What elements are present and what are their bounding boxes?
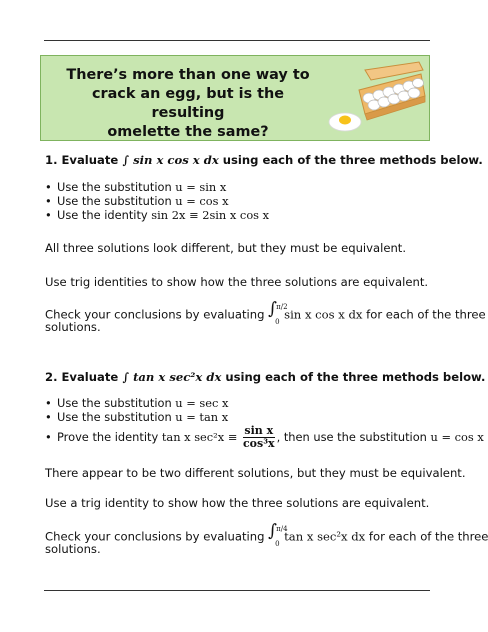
q1-check-integrand: sin x cos x dx: [284, 307, 363, 322]
q2-check-suffix: for each of the three: [368, 529, 488, 544]
q2-bullet-1: • Use the substitution u = sec x: [45, 396, 229, 410]
q1-prefix: 1. Evaluate: [45, 153, 119, 167]
q1-check-line: [45, 299, 486, 326]
q1-paragraph-2: Use trig identities to show how the three solutions are equivalent.: [45, 275, 429, 289]
bottom-rule: [44, 590, 430, 591]
egg-carton-illustration: [323, 60, 427, 138]
q2-paragraph-1: There appear to be two different solutions, but they must be equivalent.: [45, 466, 466, 480]
q1-definite-integral-sign: ∫ π/2 0: [268, 306, 282, 324]
q1-check-suffix: for each of the three: [366, 307, 486, 322]
q1-heading: [45, 153, 483, 167]
q1-bullet-3: • Use the identity sin 2x ≡ 2sin x cos x: [45, 208, 270, 222]
q2-suffix: using each of the three methods below.: [225, 370, 486, 384]
q2-upper-bound: π/4: [276, 525, 288, 533]
q2-prefix: 2. Evaluate: [45, 370, 119, 384]
q2-bullet-3: • Prove the identity tan x sec²x ≡ $\frac{\text{sin x}}{\text{cos³x}}$ , then use the substitution u = cos x: [45, 424, 484, 450]
q1-lower-bound: 0: [275, 318, 280, 326]
banner-line-1: There’s more than one way to: [66, 67, 310, 83]
q1-bullet-1: • Use the substitution u = sin x: [45, 180, 227, 194]
q2-fraction-denominator: cos³x: [242, 437, 275, 450]
q2-check-prefix: Check your conclusions by evaluating: [45, 529, 265, 544]
q1-paragraph-1: All three solutions look different, but they must be equivalent.: [45, 241, 407, 255]
banner-line-2: crack an egg, but is the resulting: [91, 86, 285, 121]
q2-fraction-numerator: sin x: [244, 424, 274, 437]
q2-paragraph-2: Use a trig identity to show how the three solutions are equivalent.: [45, 496, 430, 510]
q2-definite-integral-sign: ∫ π/4 0: [268, 528, 282, 546]
q2-bullet-2: • Use the substitution u = tan x: [45, 410, 229, 424]
banner-title: [57, 66, 319, 142]
q2-check-line-2: solutions.: [45, 542, 101, 556]
q1-check-line-2: solutions.: [45, 320, 101, 334]
q1-upper-bound: π/2: [276, 303, 288, 311]
banner-line-3: omelette the same?: [107, 124, 269, 140]
q2-fraction: [243, 425, 275, 450]
q2-check-integrand: tan x sec²x dx: [284, 529, 366, 544]
q1-integral: ∫ sin x cos x dx: [122, 153, 219, 167]
title-banner: [40, 55, 430, 141]
q2-check-line: [45, 521, 488, 548]
q2-heading: [45, 370, 485, 384]
q1-suffix: using each of the three methods below.: [222, 153, 483, 167]
q1-bullet-2: • Use the substitution u = cos x: [45, 194, 229, 208]
q1-check-prefix: Check your conclusions by evaluating: [45, 307, 265, 322]
q2-lower-bound: 0: [275, 540, 280, 548]
top-rule: [44, 40, 430, 41]
q2-integral: ∫ tan x sec²x dx: [122, 370, 222, 384]
